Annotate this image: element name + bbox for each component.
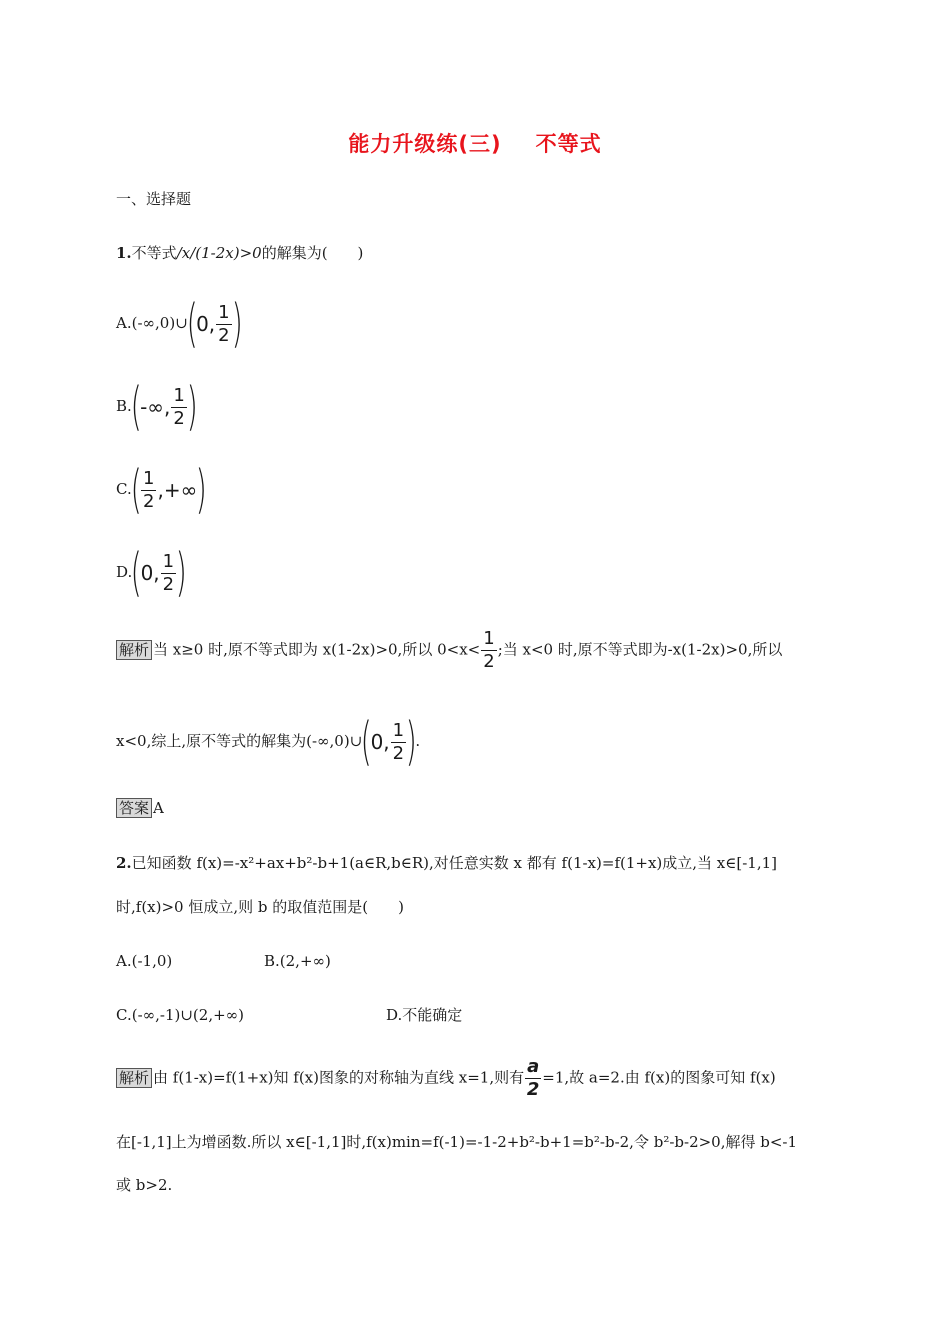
- fraction: $\frac{1}{2}$: [392, 719, 405, 764]
- q1-analysis-line1: 解析 当 x≥0 时,原不等式即为 x(1-2x)>0,所以 0<x< $\frac{1}{2}$ ;当 x<0 时,原不等式即为-x(1-2x)>0,所以: [116, 630, 782, 671]
- q1-analysis-line2: x<0,综上,原不等式的解集为(-∞,0)∪(0, $\frac{1}{2}$ ).: [116, 712, 421, 772]
- q1-option-b: B.(-∞, $\frac{1}{2}$ ): [116, 377, 198, 437]
- title-sub: 不等式: [535, 132, 602, 156]
- fraction: $\frac{a}{2}$: [526, 1056, 540, 1100]
- q2-analysis-line3: 或 b>2.: [116, 1176, 173, 1194]
- fraction: $\frac{1}{2}$: [218, 301, 230, 346]
- q2-stem-line1: 2.已知函数 f(x)=-x²+ax+b²-b+1(a∈R,b∈R),对任意实数 x 都有 f(1-x)=f(1+x)成立,当 x∈[-1,1]: [116, 854, 777, 872]
- q2-option-d: D.不能确定: [386, 1006, 463, 1024]
- q2-analysis-line2: 在[-1,1]上为增函数.所以 x∈[-1,1]时,f(x)min=f(-1)=-1-2+b²-b+1=b²-b-2,令 b²-b-2>0,解得 b<-1: [116, 1133, 798, 1151]
- q2-option-c: C.(-∞,-1)∪(2,+∞): [116, 1006, 245, 1024]
- q1-stem: 1.不等式/x/(1-2x)>0的解集为( ): [116, 244, 364, 262]
- page-title: [0, 128, 950, 158]
- q1-number: 1.: [116, 244, 132, 262]
- analysis-tag: 解析: [116, 640, 152, 660]
- q1-option-d: D.(0, $\frac{1}{2}$ ): [116, 543, 187, 603]
- section-heading: 一、选择题: [116, 190, 192, 208]
- fraction: $\frac{1}{2}$: [143, 467, 155, 512]
- answer-tag: 答案: [116, 798, 152, 818]
- q2-number: 2.: [116, 854, 132, 872]
- fraction: $\frac{1}{2}$: [483, 628, 495, 672]
- q2-option-b: B.(2,+∞): [264, 952, 331, 970]
- analysis-tag: 解析: [116, 1068, 152, 1088]
- q1-option-c: C.( $\frac{1}{2}$ ,+∞): [116, 460, 207, 520]
- fraction: $\frac{1}{2}$: [162, 550, 175, 595]
- q1-option-a: A.(-∞,0)∪(0, $\frac{1}{2}$ ): [116, 294, 243, 354]
- q1-answer: 答案 A: [116, 797, 164, 819]
- title-main: 能力升级练(三): [348, 132, 502, 156]
- q2-option-a: A.(-1,0): [116, 952, 173, 970]
- q2-analysis-line1: 解析 由 f(1-x)=f(1+x)知 f(x)图象的对称轴为直线 x=1,则有 $\frac{a}{2}$ =1,故 a=2.由 f(x)的图象可知 f(x): [116, 1058, 776, 1099]
- fraction: $\frac{1}{2}$: [173, 384, 185, 429]
- q2-stem-line2: 时,f(x)>0 恒成立,则 b 的取值范围是( ): [116, 898, 404, 916]
